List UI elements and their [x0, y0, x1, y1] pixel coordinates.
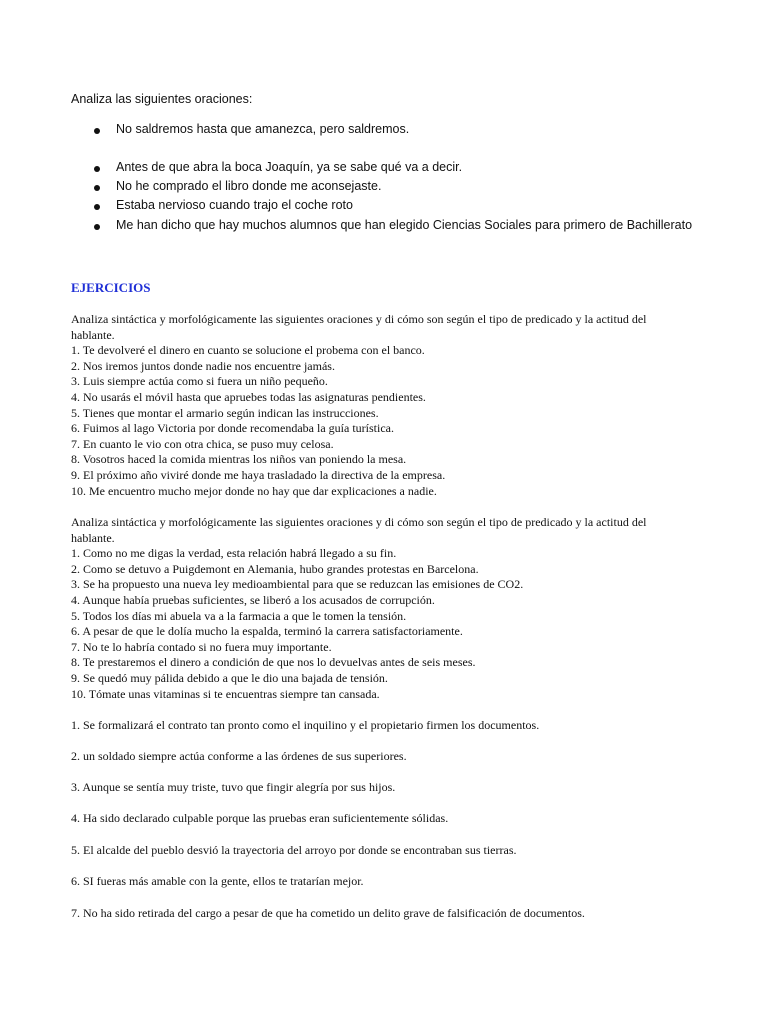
exercise-item: 3. Luis siempre actúa como si fuera un niño pequeño.	[71, 374, 328, 389]
bullet-item: Estaba nervioso cuando trajo el coche roto	[116, 198, 353, 212]
exercise-item: 4. Aunque había pruebas suficientes, se liberó a los acusados de corrupción.	[71, 592, 435, 607]
exercise-item: 3. Se ha propuesto una nueva ley medioambiental para que se reduzcan las emisiones de CO2.	[71, 577, 524, 592]
intro-text: Analiza las siguientes oraciones:	[71, 92, 253, 106]
exercise-item: 10. Me encuentro mucho mejor donde no hay que dar explicaciones a nadie.	[71, 483, 437, 498]
exercise-item: 4. No usarás el móvil hasta que apruebes todas las asignaturas pendientes.	[71, 389, 426, 404]
exercise-instruction: Analiza sintáctica y morfológicamente las siguientes oraciones y di cómo son según el tipo de predicado y la actitud del hablante.	[71, 515, 647, 545]
exercise-item: 2. Nos iremos juntos donde nadie nos encuentre jamás.	[71, 358, 335, 373]
exercise-item: 1. Como no me digas la verdad, esta relación habrá llegado a su fin.	[71, 546, 397, 561]
exercise-item: 5. Tienes que montar el armario según indican las instrucciones.	[71, 405, 379, 420]
exercise-item: 2. Como se detuvo a Puigdemont en Alemania, hubo grandes protestas en Barcelona.	[71, 561, 479, 576]
exercise-sentence: 1. Se formalizará el contrato tan pronto como el inquilino y el propietario firmen los documentos.	[71, 718, 540, 732]
exercise-item: 6. A pesar de que le dolía mucho la espalda, terminó la carrera satisfactoriamente.	[71, 624, 463, 639]
exercise-item: 8. Vosotros haced la comida mientras los niños van poniendo la mesa.	[71, 452, 407, 467]
exercise-sentence: 6. SI fueras más amable con la gente, ellos te tratarían mejor.	[71, 874, 364, 888]
bullet-item: Me han dicho que hay muchos alumnos que han elegido Ciencias Sociales para primero de Bachillerato	[116, 218, 693, 232]
bullet-item: Antes de que abra la boca Joaquín, ya se sabe qué va a decir.	[116, 160, 463, 174]
exercise-item: 10. Tómate unas vitaminas si te encuentras siempre tan cansada.	[71, 686, 380, 701]
exercise-sentence: 7. No ha sido retirada del cargo a pesar de que ha cometido un delito grave de falsificación de documentos.	[71, 906, 585, 920]
exercise-block-2	[71, 515, 691, 702]
exercise-list	[71, 546, 691, 702]
exercise-item: 9. Se quedó muy pálida debido a que le dio una bajada de tensión.	[71, 670, 388, 685]
exercise-block-1	[71, 312, 691, 499]
exercise-sentence: 2. un soldado siempre actúa conforme a las órdenes de sus superiores.	[71, 749, 407, 763]
exercise-item: 8. Te prestaremos el dinero a condición de que nos lo devuelvas antes de seis meses.	[71, 655, 476, 670]
exercise-sentence: 3. Aunque se sentía muy triste, tuvo que fingir alegría por sus hijos.	[71, 780, 396, 794]
exercise-item: 6. Fuimos al lago Victoria por donde recomendaba la guía turística.	[71, 421, 394, 436]
exercise-item: 7. No te lo habría contado si no fuera muy importante.	[71, 639, 332, 654]
exercise-item: 1. Te devolveré el dinero en cuanto se solucione el probema con el banco.	[71, 343, 425, 358]
bullet-item: No saldremos hasta que amanezca, pero saldremos.	[116, 122, 410, 136]
exercise-item: 7. En cuanto le vio con otra chica, se puso muy celosa.	[71, 436, 334, 451]
exercise-list	[71, 343, 691, 499]
exercise-instruction: Analiza sintáctica y morfológicamente las siguientes oraciones y di cómo son según el tipo de predicado y la actitud del hablante.	[71, 312, 647, 342]
exercise-item: 9. El próximo año viviré donde me haya trasladado la directiva de la empresa.	[71, 467, 446, 482]
exercise-sentence: 5. El alcalde del pueblo desvió la trayectoria del arroyo por donde se encontraban sus tierras.	[71, 843, 517, 857]
exercise-item: 5. Todos los días mi abuela va a la farmacia a que le tomen la tensión.	[71, 608, 407, 623]
bullet-item: No he comprado el libro donde me aconsejaste.	[116, 179, 382, 193]
exercises-heading: EJERCICIOS	[71, 280, 151, 295]
exercise-sentence: 4. Ha sido declarado culpable porque las pruebas eran suficientemente sólidas.	[71, 811, 449, 825]
